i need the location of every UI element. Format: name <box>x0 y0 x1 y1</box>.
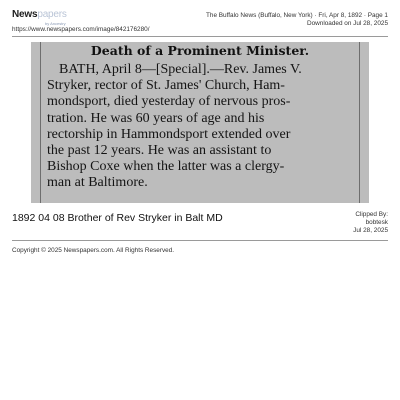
source-info <box>206 12 388 28</box>
clipping-line: the past 12 years. He was an assistant to <box>47 143 272 159</box>
clipping-line: Bishop Coxe when the latter was a clergy- <box>47 159 285 175</box>
image-url[interactable]: https://www.newspapers.com/image/842176280/ <box>12 26 150 33</box>
clipping-line: mondsport, died yesterday of nervous pros- <box>47 94 291 110</box>
clipping-body <box>47 62 357 192</box>
clipping-headline: Death of a Prominent Minister. <box>90 43 310 58</box>
clip-meta <box>353 211 388 235</box>
clipping-line: BATH, April 8—[Special].—Rev. James V. <box>59 62 302 77</box>
logo-word-papers: papers <box>37 9 67 20</box>
logo-wordmark <box>12 9 67 21</box>
source-line: The Buffalo News (Buffalo, New York) · Fri, Apr 8, 1892 · Page 1 <box>206 12 388 19</box>
logo-tagline: by Ancestry <box>45 21 66 26</box>
clip-title: 1892 04 08 Brother of Rev Stryker in Balt MD <box>12 212 223 224</box>
clipping-line: Stryker, rector of St. James' Church, Ham- <box>47 78 285 94</box>
clipping-line: tration. He was 60 years of age and his <box>47 110 265 126</box>
copyright-notice: Copyright © 2025 Newspapers.com. All Rights Reserved. <box>12 247 175 254</box>
newspaper-clipping <box>31 42 369 203</box>
clipped-by-label: Clipped By: <box>355 211 388 218</box>
downloaded-line: Downloaded on Jul 28, 2025 <box>306 20 388 27</box>
clipped-by-user[interactable]: bobtesk <box>365 219 388 226</box>
clipped-date: Jul 28, 2025 <box>353 227 388 234</box>
header-divider <box>12 36 388 37</box>
footer-divider <box>12 240 388 241</box>
clipping-line: rectorship in Hammondsport extended over <box>47 126 291 142</box>
logo-word-news: News <box>12 9 38 20</box>
clipping-line: man at Baltimore. <box>47 175 148 191</box>
